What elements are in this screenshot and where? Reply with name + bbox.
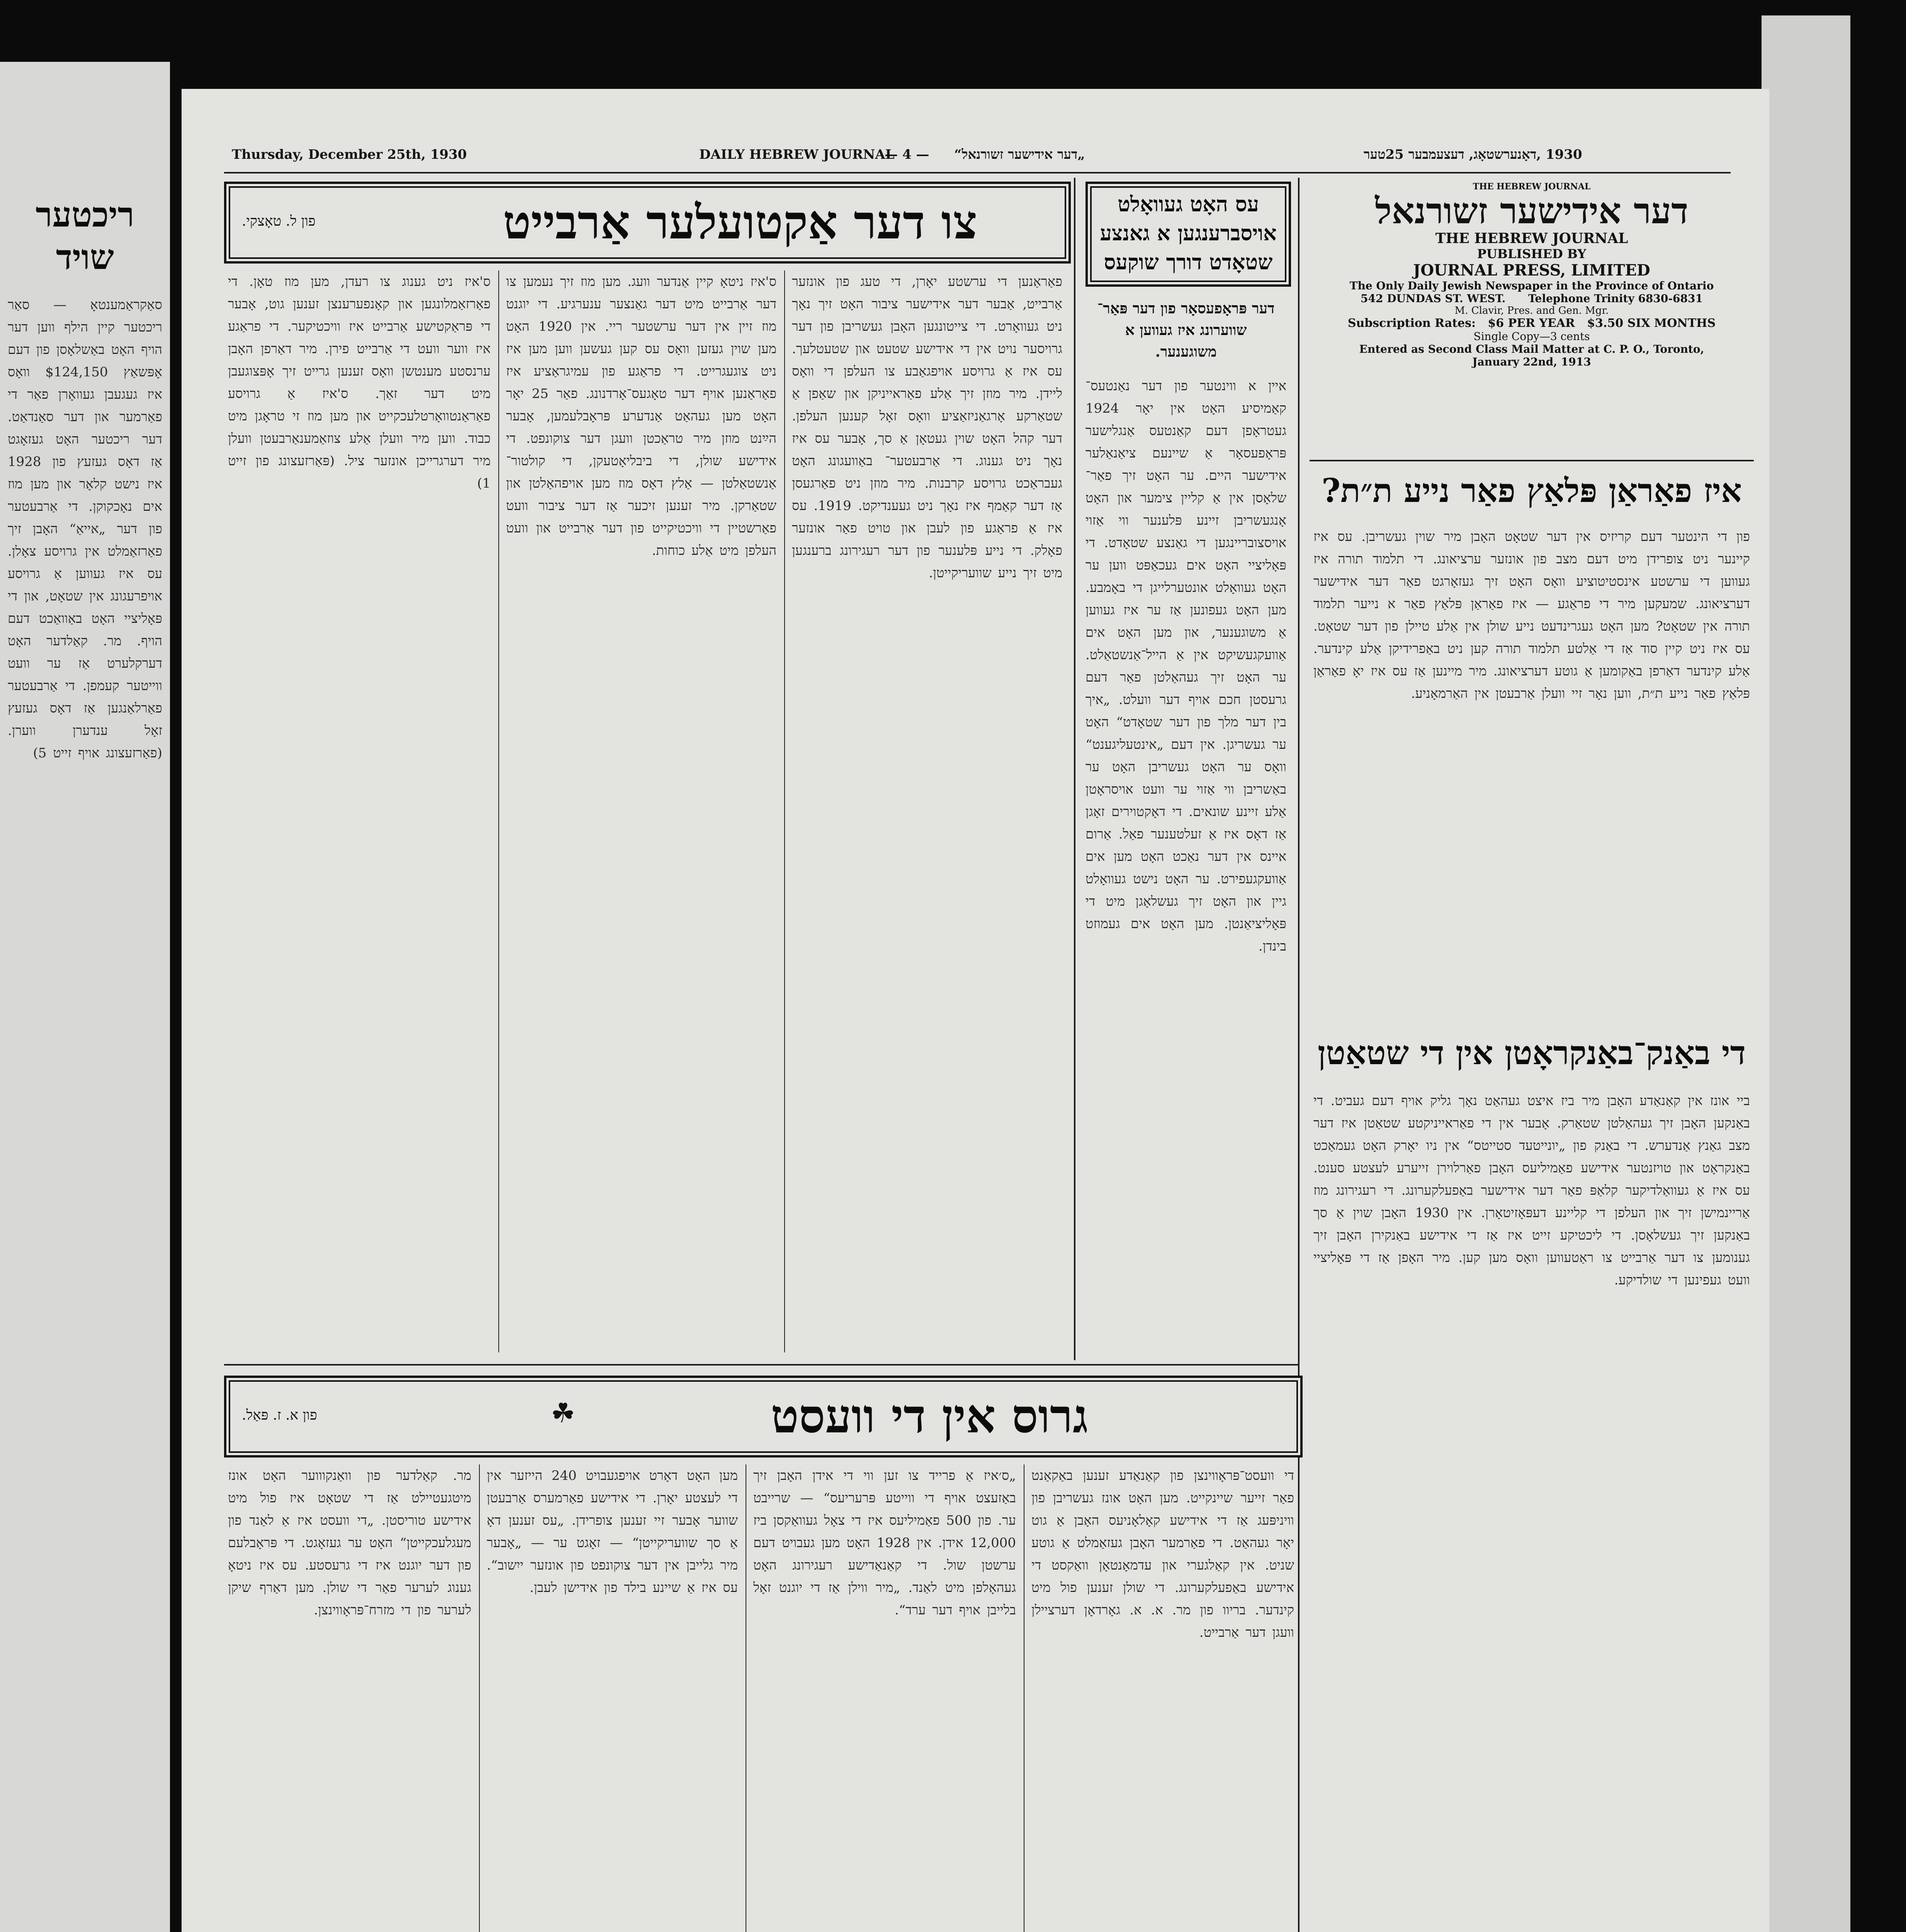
column-rule-1 — [1298, 178, 1300, 1932]
editorial-body: פון די הינטער דעם קריזיס אין דער שטאָט האָבן מיר שוין געשריבן. עס איז קיינער ניט צופרידן מיט דעם מצב פון אונזער ערציאונג. די תלמוד תורה איז געווען די ערשטע אינסטיטוציע וואָס האָט זיך געזאָרגט פאַר דער אידישער דערציאונג. שמעקען מיר די פראַגע — איז פאַראַן פּלאַץ פאַר א נייער תלמוד תורה אין שטאָט? מען האָט געגרינדעט נייע שולן אין אַלע טיילן פון דער שטאָט. עס איז ניט קיין סוד אַז די אַלטע תלמוד תורה קען ניט באַפרידיקן אַלע קינדער. אַלע קינדער דאַרפן באַקומען אַ גוטע דערציאונג. מיר מיינען אַז עס איז יאָ פאַראַן פּלאַץ פאַר נייע ת״ת, ווען נאָר זיי וועלן אַרבעטן אין האַרמאָניע. — [1313, 529, 1750, 701]
gruss-headline-box — [224, 1376, 1303, 1458]
masthead-english-title: THE HEBREW JOURNAL — [1435, 230, 1628, 247]
feature-headline: צו דער אַקטועלער אַרבייט — [503, 195, 978, 250]
feature-byline: פון ל. טאָצקי. — [242, 213, 316, 229]
clover-ornament-icon: ☘ — [551, 1397, 575, 1429]
bank-headline: די באַנק־באַנקראָטן אין די שטאַטן — [1317, 1034, 1746, 1072]
masthead-published-by: PUBLISHED BY — [1477, 247, 1587, 261]
previous-page-edge — [0, 62, 170, 1932]
masthead-press: JOURNAL PRESS, LIMITED — [1413, 261, 1650, 279]
folio-paper-english: DAILY HEBREW JOURNAL — [699, 147, 895, 162]
folio-paper-yiddish: „דער אידישער זשורנאל“ — [954, 147, 1085, 162]
gruss-column-rule-3 — [479, 1464, 480, 1932]
feature-column-right: פאַראַנען די ערשטע יאָרן, די טעג פון אונזער אַרבייט, אַבער דער אידישער ציבור האָט זיך נאָך ניט געוואָרט. די צייטונגען האָבן געשריבן פון דער גרויסער נויט אין די אידישע שטעט און שטעטלעך. עס איז אַ גרויסע אויפגאַבע צו העלפן די וואָס ליידן. מיר מוזן זיך אַלע פאַראייניקן און שאַפן אַ שטאַרקע אָרגאַניזאַציע וואָס זאָל קענען העלפן. דער קהל האָט שוין געטאָן אַ סך, אָבער עס איז נאָך ניט גענוג. די אַרבעטער־ באַוועגונג האָט געבראַכט גרויסע קרבנות. מיר מוזן ניט פאַרגעסן אַז דער קאַמף איז נאָך ניט געענדיקט. 1919. עס איז אַ פראַגע פון לעבן און טויט פאַר אונזער פאָלק. די נייע פּלענער פון דער רעגירונג ברענגען מיט זיך נייע שוועריקייטן. — [792, 274, 1062, 581]
next-page-edge — [1762, 15, 1850, 1932]
center-headline-line-2: אויסברענגען א גאנצע — [1100, 221, 1277, 245]
gruss-column-3: מען האָט דאָרט אויפגעבויט 240 הייזער אין די לעצטע יאָרן. די אידישע פאַרמערס אַרבעטן שווער אָבער זיי זענען צופרידן. „עס זענען דאָ אַ סך שוועריקייטן“ — זאָגט ער — „אָבער מיר גלייבן אין דער צוקונפט פון אונזער ייִשוב“. עס איז אַ שיינע בילד פון אידישן לעבן. — [487, 1468, 738, 1595]
prev-page-column: סאַקראַמענטאָ — סאַר ריכטער קיין הילף ווען דער הויף האָט באַשלאָסן פון דעם אָפּשאַץ $124,150 וואָס איז געגעבן געוואָרן פאַר די פאַרמער און דער סאַנדאַט. דער ריכטער האָט געזאָגט אַז דאָס געזעץ פון 1928 איז נישט קלאָר און מען מוז אים נאָכקוקן. די אַרבעטער פון דער „אייאַ“ האָבן זיך פאַרזאַמלט אין גרויסע צאָלן. עס איז געווען אַ גרויסע אויפרעגונג אין שטאָט, און די פּאָליציי האָט באַוואַכט דעם הויף. מר. קאַלדער האָט דערקלערט אַז ער וועט ווייטער קעמפן. די אַרבעטער פאַרלאַנגען אַז דאָס געזעץ זאָל ענדערן ווערן. (פאַרזעצונג אויף זייט 5) — [8, 297, 162, 761]
masthead-address: 542 DUNDAS ST. WEST. Telephone Trinity 6830-6831 — [1361, 292, 1703, 305]
masthead-yiddish-title: דער אידישער זשורנאל — [1375, 190, 1689, 232]
bank-body: ביי אונז אין קאַנאַדע האָבן מיר ביז איצט געהאַט נאָך גליק אויף דעם געביט. די באַנקען האָבן זיך געהאַלטן שטאַרק. אָבער אין די פאַראייניקטע שטאַטן איז דער מצב גאַנץ אַנדערש. די באַנק פון „יונייטעד סטייטס“ אין ניו יאָרק האָט געמאַכט באַנקראָט און טויזנטער אידישע פאַמיליעס האָבן פאַרלוירן זייערע לעצטע סענט. עס איז אַ געוואַלדיקער קלאַפּ פאַר דער אידישער באַפעלקערונג. די רעגירונג מוז אַריינמישן זיך און העלפן די קליינע דעפּאָזיטאָרן. אין 1930 האָבן שוין אַ סך באַנקען זיך געשלאָסן. די ליכטיקע זייט איז אַז די אידישע באַנקירן האָבן זיך גענומען צו דער אַרבייט צו ראַטעווען וואָס מען קען. מיר האָפן אַז די פּאָליציי וועט געפינען די שולדיקע. — [1313, 1093, 1750, 1288]
gruss-headline: גרוס אין די וועסט — [771, 1389, 1088, 1444]
prev-page-headline: ריכטער שויד — [36, 194, 134, 277]
folio-page-number: — 4 — — [885, 147, 929, 162]
center-headline-box — [1086, 182, 1291, 287]
center-article-body: איין א ווינטער פון דער נאַנטעס־ קאַמיסיע האָט אין יאָר 1924 געטראָפן דעם קאַנטעס אַנגלישער פּראָפעסאָר אַ שיינעם ציאַנאַלער אידישער היים. ער האָט זיך פאַר־ שלאָסן אין אַ קליין צימער און האָט אָנגעשריבן זיינע פּלענער ווי אַזוי אויסצובריינגען די גאַנצע שטאָדט. די פּאָליציי האָט אים געכאַפּט ווען ער האָט געוואָלט אונטערלייגן די באָמבע. מען האָט געפונען אַז ער איז געווען אַ משוגענער, און מען האָט אים אַוועקגעשיקט אין אַ הייל־אַנשטאַלט. ער האָט זיך געהאַלטן פאַר דעם גרעסטן חכם אויף דער וועלט. „איך בין דער מלך פון דער שטאָדט“ האָט ער געשריגן. אין דעם „אינטעליגענט“ וואָס ער האָט געשריבן האָט ער באַשריבן ווי אַזוי ער וועט אויסראָטן אַלע זיינע שונאים. די דאָקטוירים זאָגן אַז דאָס איז אַ זעלטענער פאַל. אַרום איינס אין דער נאַכט האָט מען אים אַוועקגעפירט. ער האָט נישט געוואָלט גיין און האָט זיך געשלאָגן מיט די פּאָליציאַנטן. מען האָט אים געמוזט בינדן. — [1086, 378, 1286, 954]
masthead-small-title: THE HEBREW JOURNAL — [1473, 182, 1591, 192]
masthead — [1310, 182, 1754, 452]
gruss-column-4: מר. קאַלדער פון וואַנקוווער האָט אונז מיטגעטיילט אַז די שטאָט איז פול מיט אידישע טוריסטן. „די וועסט איז אַ לאַנד פון מעגלעכקייטן“ האָט ער געזאָגט. די פּראָבלעם פון דער יוגנט איז די גרעסטע. עס איז ניטאָ גענוג לערער פאַר די שולן. מען דאַרף שיקן לערער פון די מזרח־פּראָווינצן. — [228, 1468, 471, 1618]
masthead-manager: M. Clavir, Pres. and Gen. Mgr. — [1454, 305, 1609, 316]
gruss-column-1: די וועסט־פּראָווינצן פון קאַנאַדע זענען באַקאַנט פאַר זייער שיינקייט. מען האָט אונז געשריבן פון וויניפּעג אַז די אידישע קאָלאָניעס האָבן אַ גוט יאָר געהאַט. די פאַרמער האָבן געזאַמלט אַ גוטע שניט. אין קאַלגערי און עדמאָנטאָן וואַקסט די אידישע באַפעלקערונג. די שולן זענען פול מיט קינדער. בריוו פון מר. א. א. גאָרדאָן דערציילן וועגן דער אַרבייט. — [1031, 1468, 1294, 1640]
column-rule-2 — [1074, 178, 1075, 1360]
folio-date-english: Thursday, December 25th, 1930 — [232, 147, 467, 162]
masthead-single-copy: Single Copy—3 cents — [1473, 330, 1590, 343]
masthead-rule — [1310, 460, 1754, 461]
masthead-rates: Subscription Rates: $6 PER YEAR $3.50 SIX MONTHS — [1347, 316, 1716, 330]
gruss-byline: פון א. ז. פּאַל. — [242, 1407, 317, 1423]
editorial-headline: איז פאַראַן פּלאַץ פאַר נייע ת״ת? — [1322, 471, 1742, 510]
center-subhead: דער פּראָפעסאָר פון דער פּאַר־ שווערונג איז געווען א משוגענער. — [1097, 299, 1275, 360]
feature-column-left: ס'איז ניט גענוג צו רעדן, מען מוז טאָן. די פאַרזאַמלונגען און קאָנפערענצן זענען גוט, אָבער די פּראַקטישע אַרבייט איז וויכטיקער. די פראַגע איז ווער וועט די אַרבייט פירן. מיר דאַרפן האָבן ערנסטע מענטשן וואָס זענען גרייט זיך אָפּצוגעבן מיט דער זאַך. ס'איז אַ גרויסע פאַראַנטוואָרטלעכקייט און מען מוז זי טראָגן מיט כבוד. ווען מיר וועלן אַלע צוזאַמענאַרבעטן וועלן מיר דערגרייכן אונזער ציל. (פּאַרזעצונג פון זייט 1) — [228, 274, 491, 491]
feature-headline-box — [224, 182, 1071, 264]
feature-column-middle: ס'איז ניטאָ קיין אַנדער וועג. מען מוז זיך נעמען צו דער אַרבייט מיט דער גאַנצער ענערגיע. די יוגנט מוז זיין אין דער ערשטער ריי. אין 1920 האָט מען שוין געזען וואָס עס קען געשען ווען מען איז ניט צוגעגרייט. די פראַגע פון עמיגראַציע איז פאַראַנען אויף דער טאָגעס־אָרדנונג. פאַר 25 יאָר האָט מען געהאַט אַנדערע פּראָבלעמען, אָבער הײַנט מוזן מיר טראַכטן וועגן דער צוקונפט. די אידישע שולן, די ביבליאָטעקן, די קולטור־ אַנשטאַלטן — אַלץ דאָס מוז מען אויפהאַלטן און שטאַרקן. מיר זענען זיכער אַז דער ציבור וועט פאַרשטיין די וויכטיקייט פון דער אַרבייט און וועט העלפן מיט אַלע כוחות. — [506, 274, 776, 558]
feature-column-rule-b — [498, 270, 499, 1352]
masthead-entered-date: January 22nd, 1913 — [1472, 355, 1591, 368]
folio-date-yiddish: 1930 ,דאָנערשטאָג, דעצעמבער 25טער — [1364, 147, 1582, 162]
masthead-entered: Entered as Second Class Mail Matter at C. P. O., Toronto, — [1359, 343, 1704, 355]
section-rule — [224, 1364, 1298, 1366]
center-headline-line-1: עס האָט געוואָלט — [1118, 192, 1259, 216]
feature-column-rule-a — [784, 270, 785, 1352]
newspaper-page — [182, 89, 1769, 1932]
masthead-description: The Only Daily Jewish Newspaper in the Province of Ontario — [1349, 279, 1714, 292]
folio-rule — [224, 172, 1731, 173]
center-headline-line-3: שטאָדט דורך שוקעס — [1104, 250, 1273, 274]
gruss-column-2: „ס׳איז אַ פרייד צו זען ווי די אידן האָבן זיך באַזעצט אויף די ווייטע פּרעריעס“ — שרייבט ער. פון 500 פאַמיליעס איז די צאָל געוואַקסן ביז 12,000 אידן. אין 1928 האָט מען געבויט דעם ערשטן שול. די קאַנאַדישע רעגירונג האָט געהאָלפן מיט לאַנד. „מיר ווילן אַז די יוגנט זאָל בלייבן אויף דער ערד“. — [753, 1468, 1016, 1618]
